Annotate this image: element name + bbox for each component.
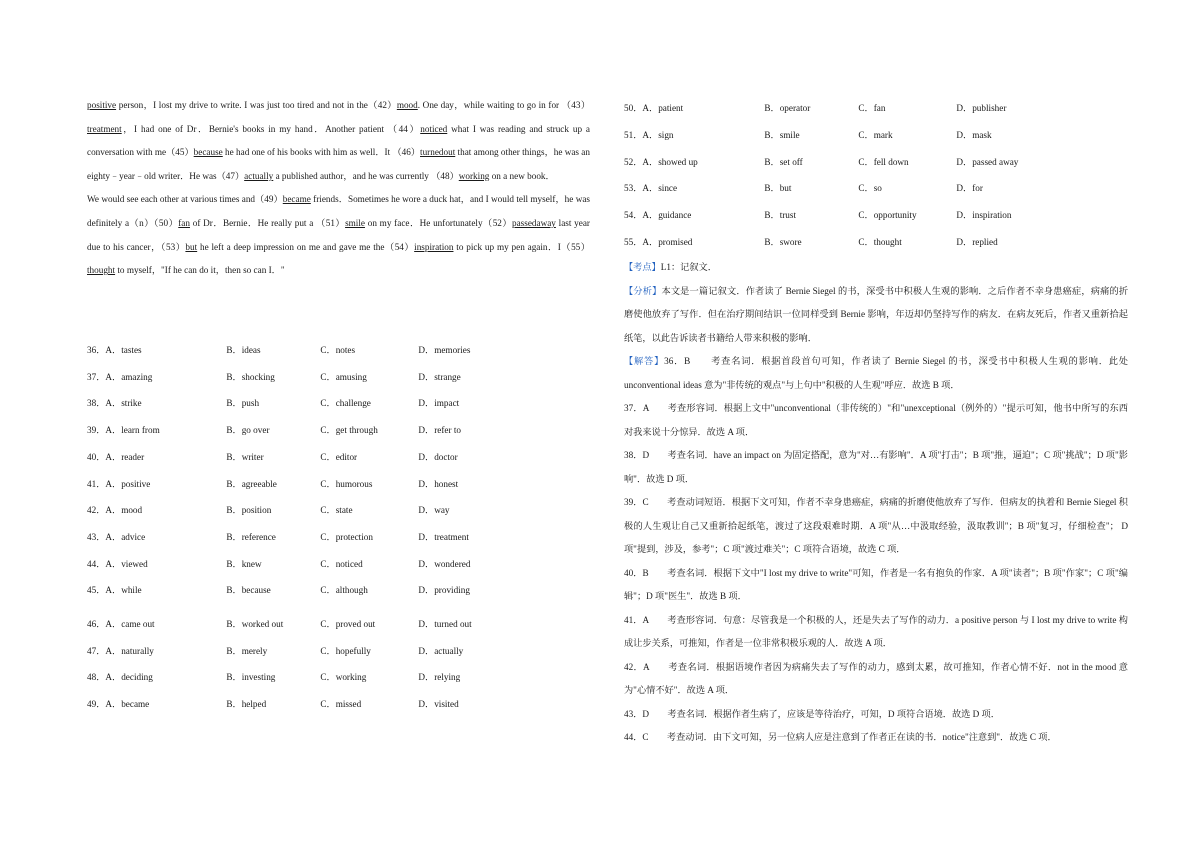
question-options-row [87, 690, 590, 717]
option-c: C．so [858, 183, 882, 194]
option-b: B．set off [764, 156, 803, 167]
jieda-item-43: 43．D 考查名词．根据作者生病了，应该是等待治疗，可知，D 项符合语境．故选 D 项． [624, 708, 1000, 719]
blank-answer: working [458, 170, 490, 181]
option-c: C．fell down [858, 156, 909, 167]
passage-text: of Dr．Bernie．He really put a （51） [189, 217, 346, 228]
option-a: A．learn from [105, 425, 160, 436]
option-a: A．promised [642, 236, 693, 247]
question-options-row [624, 174, 1128, 201]
option-a: A．naturally [105, 645, 154, 656]
option-a: A．came out [105, 618, 155, 629]
blank-answer: fan [178, 217, 190, 228]
option-d: D．refer to [418, 425, 461, 436]
question-options-row [87, 610, 590, 637]
option-d: D．mask [956, 130, 992, 141]
passage-text: . One day，while waiting to go in for （43） [417, 100, 591, 110]
blank-answer: but [185, 241, 198, 252]
question-number: 51． [624, 130, 643, 141]
option-c: C．protection [320, 531, 373, 542]
jieda-item-38: 38．D 考查名词．have an impact on 为固定搭配，意为"对…有影响"．A 项"打击"；B 项"推，逼迫"；C 项"挑战"；D 项"影响"．故选 D 项． [624, 450, 1128, 484]
option-d: D．honest [418, 478, 459, 489]
question-number: 46． [87, 618, 106, 629]
option-d: D．memories [418, 345, 471, 356]
option-c: C．get through [320, 425, 378, 436]
blank-answer: turnedout [420, 147, 456, 158]
option-a: A．positive [105, 478, 151, 489]
option-d: D．strange [418, 371, 461, 382]
jieda-item-40: 40．B 考查名词．根据下文中"I lost my drive to write"可知，作者是一名有抱负的作家．A 项"读者"；B 项"作家"；C 项"编辑"；D 项"医生"．故选 B 项． [624, 567, 1128, 602]
option-c: C．fan [858, 103, 886, 114]
question-number: 37． [87, 371, 106, 382]
option-b: B．worked out [226, 618, 284, 629]
options-list-left [87, 336, 590, 717]
question-options-row [624, 201, 1128, 228]
blank-answer: mood [396, 100, 418, 110]
option-a: A．deciding [105, 672, 153, 683]
question-options-row [624, 121, 1128, 148]
question-options-row [87, 336, 590, 363]
option-b: B．ideas [226, 345, 261, 356]
question-number: 53． [624, 183, 643, 194]
option-d: D．way [418, 505, 450, 516]
passage-text: he left a deep impression on me and gave me the（54） [197, 241, 415, 252]
option-c: C．amusing [320, 371, 367, 382]
answer-analysis [624, 256, 1128, 750]
option-d: D．publisher [956, 103, 1007, 114]
passage-text: last year due to his cancer，（53） [87, 217, 590, 252]
kaodian-tag: 【考点】 [624, 262, 661, 273]
question-number: 55． [624, 236, 643, 247]
blank-answer: treatment [87, 123, 122, 134]
option-c: C．hopefully [320, 645, 371, 656]
options-list-right [624, 94, 1128, 254]
option-b: B．shocking [226, 371, 275, 382]
question-options-row [624, 227, 1128, 254]
option-b: B．operator [764, 103, 811, 114]
question-options-row [87, 443, 590, 470]
option-a: A．reader [105, 451, 145, 462]
option-d: D．actually [418, 645, 464, 656]
question-number: 54． [624, 210, 643, 221]
option-a: A．while [105, 585, 142, 596]
option-c: C．humorous [320, 478, 373, 489]
question-number: 52． [624, 156, 643, 167]
fenxi-paragraph [624, 280, 1128, 351]
question-number: 41． [87, 478, 106, 489]
jieda-item-41: 41．A 考查形容词．句意：尽管我是一个积极的人，还是失去了写作的动力．a positive person 与 I lost my drive to write 构成让步关系，可推知，作者是一位非常积极乐观的人．故选 A 项． [624, 614, 1128, 649]
option-c: C．missed [320, 699, 362, 710]
option-b: B．swore [764, 236, 802, 247]
question-number: 44． [87, 558, 106, 569]
option-c: C．notes [320, 345, 356, 356]
passage-text: on my face．He unfortunately（52） [364, 217, 512, 228]
blank-answer: smile [345, 217, 365, 228]
option-c: C．opportunity [858, 210, 917, 221]
option-d: D．inspiration [956, 210, 1012, 221]
passage-text: to pick up my pen again．I（55） [453, 241, 590, 252]
option-c: C．mark [858, 130, 893, 141]
question-options-row [624, 94, 1128, 121]
option-a: A．became [105, 699, 150, 710]
kaodian-text: L1：记叙文． [660, 262, 717, 273]
question-number: 49． [87, 699, 106, 710]
question-number: 36． [87, 345, 106, 356]
jieda-text-36: 36．B 考查名词．根据首段首句可知，作者读了 Bernie Siegel 的书，深受书中积极人生观的影响．此处 unconventional ideas 意为"非传统的观点"与上句中"积极的人生观"呼应．故选 B 项． [624, 356, 1128, 390]
question-number: 42． [87, 505, 106, 516]
blank-answer: actually [244, 170, 274, 181]
option-a: A．advice [105, 531, 146, 542]
question-number: 39． [87, 425, 106, 436]
question-number: 45． [87, 585, 106, 596]
passage-text: that among other things，he was an eighty﹣year﹣old writer．He was（47） [87, 147, 590, 181]
option-b: B．merely [226, 645, 268, 656]
option-b: B．smile [764, 130, 800, 141]
option-c: C．although [320, 585, 368, 596]
option-d: D．relying [418, 672, 461, 683]
option-c: C．noticed [320, 558, 363, 569]
passage-text: to myself，"If he can do it，then so can I．" [115, 265, 285, 276]
option-b: B．trust [764, 210, 797, 221]
option-a: A．since [642, 183, 678, 194]
passage-text: what I was reading and struck up a conversation with me（45） [87, 123, 590, 158]
passage-text: person，I lost my drive to write. I was just too tired and not in the（42） [116, 100, 397, 110]
jieda-item-39: 39．C 考查动词短语．根据下文可知，作者不幸身患癌症，病痛的折磨使他放弃了写作．但病友的执着和 Bernie Siegel 积极的人生观让自己又重新拾起纸笔，渡过了这段艰难时期．A 项"从…中汲取经验，汲取教训"；B 项"复习，仔细检查"； D 项"提到，涉及，参考"；C 项"渡过难关"；C 项符合语境，故选 C 项． [624, 497, 1128, 555]
kaodian-line [624, 256, 1128, 280]
jieda-item-36 [624, 350, 1128, 397]
option-d: D．impact [418, 398, 460, 409]
blank-answer: noticed [420, 123, 448, 134]
jieda-item-37: 37．A 考查形容词．根据上文中"unconventional（非传统的）"和"unexceptional（例外的）"提示可知，他书中所写的东西对我来说十分惊异．故选 A 项． [624, 403, 1128, 437]
question-options-row [624, 147, 1128, 174]
passage-text: a published author，and he was currently （48） [273, 170, 459, 181]
fenxi-tag: 【分析】 [624, 285, 662, 296]
blank-answer: thought [87, 265, 116, 276]
option-d: D．visited [418, 699, 459, 710]
option-a: A．viewed [105, 558, 148, 569]
question-options-row [87, 362, 590, 389]
question-options-row [87, 496, 590, 523]
option-b: B．knew [226, 558, 262, 569]
question-options-row [87, 389, 590, 416]
blank-answer: passedaway [512, 217, 556, 228]
jieda-tag: 【解答】 [624, 356, 665, 367]
option-a: A．sign [642, 130, 674, 141]
passage-paragraph-2 [87, 188, 590, 282]
passage-text: ，I had one of Dr．Bernie's books in my hand．Another patient （44） [121, 123, 421, 134]
option-b: B．writer [226, 451, 264, 462]
option-b: B．investing [226, 672, 276, 683]
question-number: 47． [87, 645, 106, 656]
option-d: D．treatment [418, 531, 469, 542]
option-c: C．working [320, 672, 367, 683]
blank-answer: positive [87, 100, 117, 110]
option-c: C．state [320, 505, 353, 516]
question-options-row [87, 576, 590, 603]
blank-answer: inspiration [414, 241, 454, 252]
option-c: C．challenge [320, 398, 371, 409]
option-a: A．mood [105, 505, 143, 516]
option-b: B．push [226, 398, 260, 409]
option-a: A．amazing [105, 371, 153, 382]
option-b: B．position [226, 505, 272, 516]
blank-answer: became [282, 194, 311, 205]
option-d: D．doctor [418, 451, 458, 462]
option-a: A．guidance [642, 210, 692, 221]
question-number: 50． [624, 103, 643, 114]
question-options-row [87, 663, 590, 690]
question-number: 40． [87, 451, 106, 462]
question-options-row [87, 549, 590, 576]
passage-text: on a new book． [489, 170, 555, 181]
right-column [624, 94, 1128, 750]
option-b: B．reference [226, 531, 276, 542]
option-a: A．showed up [642, 156, 698, 167]
option-d: D．wondered [418, 558, 471, 569]
question-options-row [87, 416, 590, 443]
passage-text: friends．Sometimes he wore a duck hat，and I would tell myself，he was definitely a（n）（50） [87, 194, 590, 228]
jieda-item-42: 42．A 考查名词．根据语境作者因为病痛失去了写作的动力，感到太累，故可推知，作者心情不好．not in the mood 意为"心情不好"．故选 A 项． [624, 661, 1128, 696]
question-options-row [87, 636, 590, 663]
option-c: C．thought [858, 236, 902, 247]
option-b: B．go over [226, 425, 270, 436]
option-b: B．but [764, 183, 792, 194]
question-options-row [87, 523, 590, 550]
option-a: A．strike [105, 398, 142, 409]
cloze-passage [87, 94, 590, 283]
question-options-row [87, 469, 590, 496]
passage-text: We would see each other at various times and（49） [87, 194, 283, 205]
option-c: C．proved out [320, 618, 376, 629]
jieda-item-44: 44．C 考查动词．由下文可知，另一位病人应是注意到了作者正在读的书．notice"注意到"．故选 C 项． [624, 732, 1057, 743]
option-a: A．patient [642, 103, 684, 114]
left-column [87, 94, 590, 716]
question-number: 38． [87, 398, 106, 409]
option-b: B．because [226, 585, 271, 596]
option-b: B．helped [226, 699, 267, 710]
passage-paragraph-1 [87, 94, 590, 188]
fenxi-text: 本文是一篇记叙文．作者读了 Bernie Siegel 的书，深受书中积极人生观的影响．之后作者不幸身患癌症，病痛的折磨使他放弃了写作．但在治疗期间结识一位同样受到 Bernie 影响，年迈却仍坚持写作的病友．在病友死后，作者又重新拾起纸笔，以此告诉读者书籍给人带来积极的影响． [624, 285, 1129, 343]
option-b: B．agreeable [226, 478, 277, 489]
option-d: D．turned out [418, 618, 472, 629]
option-d: D．providing [418, 585, 470, 596]
blank-answer: because [193, 147, 223, 158]
option-d: D．for [956, 183, 983, 194]
option-a: A．tastes [105, 345, 142, 356]
option-d: D．passed away [956, 156, 1019, 167]
passage-text: he had one of his books with him as well．It （46） [222, 147, 421, 158]
option-c: C．editor [320, 451, 358, 462]
option-d: D．replied [956, 236, 998, 247]
question-number: 43． [87, 531, 106, 542]
question-number: 48． [87, 672, 106, 683]
